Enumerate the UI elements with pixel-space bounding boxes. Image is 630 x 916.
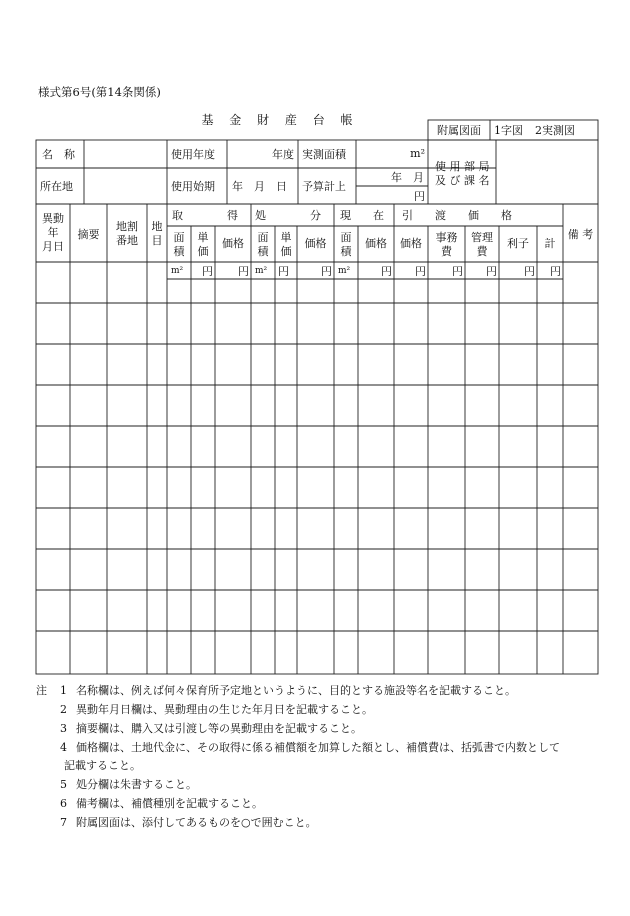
note-text-7: 附属図面は、添付してあるものを○で囲むこと。 bbox=[76, 816, 317, 829]
note-num-3: 3 bbox=[60, 722, 67, 735]
note-text-6: 備考欄は、補償種別を記載すること。 bbox=[76, 797, 263, 810]
col-remarks: 備 考 bbox=[567, 228, 594, 241]
sub-tr-mgmt: 管理 費 bbox=[471, 231, 493, 258]
sub-tr-interest: 利子 bbox=[507, 237, 529, 250]
sub-tr-office: 事務 費 bbox=[435, 231, 458, 258]
sub-cur-area: 面 積 bbox=[340, 231, 352, 258]
note-text-2: 異動年月日欄は、異動理由の生じた年月日を記載すること。 bbox=[76, 703, 373, 716]
use-year-unit: 年度 bbox=[272, 148, 294, 161]
sub-dis-area: 面 積 bbox=[257, 231, 269, 258]
col-acquire: 取 得 bbox=[172, 209, 238, 222]
unit-tr-office: 円 bbox=[452, 265, 463, 278]
unit-acq-unit-price: 円 bbox=[202, 265, 213, 278]
form-number: 様式第6号(第14条関係) bbox=[38, 85, 161, 99]
col-current: 現 在 bbox=[340, 209, 384, 222]
dept-label-line2: 及 び 課 名 bbox=[435, 174, 490, 187]
col-summary: 摘要 bbox=[77, 228, 100, 241]
col-lot-split: 地割 番地 bbox=[116, 220, 138, 247]
note-num-6: 6 bbox=[60, 797, 67, 810]
sub-tr-total: 計 bbox=[544, 237, 556, 250]
unit-tr-total: 円 bbox=[550, 265, 561, 278]
page-title: 基 金 財 産 台 帳 bbox=[201, 113, 359, 127]
unit-acq-area: m² bbox=[171, 266, 184, 276]
note-text-4: 価格欄は、土地代金に、その取得に係る補償額を加算した額とし、補償費は、括弧書で内数として bbox=[76, 741, 560, 754]
sub-cur-price: 価格 bbox=[365, 237, 387, 250]
note-text-3: 摘要欄は、購入又は引渡し等の異動理由を記載すること。 bbox=[76, 722, 362, 735]
budget-label: 予算計上 bbox=[302, 180, 346, 193]
sub-tr-price: 価格 bbox=[400, 237, 422, 250]
location-label: 所在地 bbox=[40, 180, 73, 193]
col-dispose: 処 分 bbox=[255, 209, 321, 222]
note-num-7: 7 bbox=[60, 816, 67, 829]
col-land-type: 地 目 bbox=[151, 220, 163, 247]
sub-acq-price: 価格 bbox=[222, 237, 244, 250]
attachment-label: 附属図面 bbox=[437, 124, 481, 137]
unit-dis-price: 円 bbox=[321, 265, 332, 278]
sub-acq-unit-price: 単 価 bbox=[197, 231, 209, 258]
unit-dis-unit-price: 円 bbox=[278, 265, 289, 278]
notes-prefix: 注 bbox=[36, 684, 47, 697]
unit-cur-area: m² bbox=[338, 266, 351, 276]
attachment-option-2: 2実測図 bbox=[535, 124, 575, 137]
attachment-option-1: 1字図 bbox=[494, 124, 523, 137]
budget-yen: 円 bbox=[414, 190, 425, 203]
note-text-4-cont: 記載すること。 bbox=[64, 759, 141, 772]
sub-acq-area: 面 積 bbox=[173, 231, 185, 258]
name-label: 名 称 bbox=[42, 148, 75, 161]
survey-area-unit: m² bbox=[410, 147, 425, 160]
unit-dis-area: m² bbox=[255, 266, 268, 276]
use-start-label: 使用始期 bbox=[171, 180, 215, 193]
unit-cur-price: 円 bbox=[381, 265, 392, 278]
col-transfer: 引 渡 価 格 bbox=[402, 209, 512, 222]
use-start-ymd: 年 月 日 bbox=[232, 180, 287, 193]
unit-acq-price: 円 bbox=[238, 265, 249, 278]
note-num-4: 4 bbox=[60, 741, 67, 754]
note-num-2: 2 bbox=[60, 703, 67, 716]
note-text-5: 処分欄は朱書すること。 bbox=[76, 778, 197, 791]
unit-tr-mgmt: 円 bbox=[486, 265, 497, 278]
survey-area-label: 実測面積 bbox=[302, 148, 346, 161]
unit-tr-interest: 円 bbox=[524, 265, 535, 278]
sub-dis-unit-price: 単 価 bbox=[280, 231, 292, 258]
budget-ym: 年 月 bbox=[391, 171, 424, 184]
dept-label-line1: 使 用 部 局 bbox=[435, 160, 490, 173]
sub-dis-price: 価格 bbox=[304, 237, 327, 250]
note-num-5: 5 bbox=[60, 778, 67, 791]
col-change-date: 異動 年 月日 bbox=[42, 212, 64, 253]
use-year-label: 使用年度 bbox=[171, 148, 215, 161]
note-text-1: 名称欄は、例えば何々保育所予定地というように、目的とする施設等名を記載すること。 bbox=[76, 684, 516, 697]
unit-tr-price: 円 bbox=[415, 265, 426, 278]
note-num-1: 1 bbox=[60, 684, 67, 697]
